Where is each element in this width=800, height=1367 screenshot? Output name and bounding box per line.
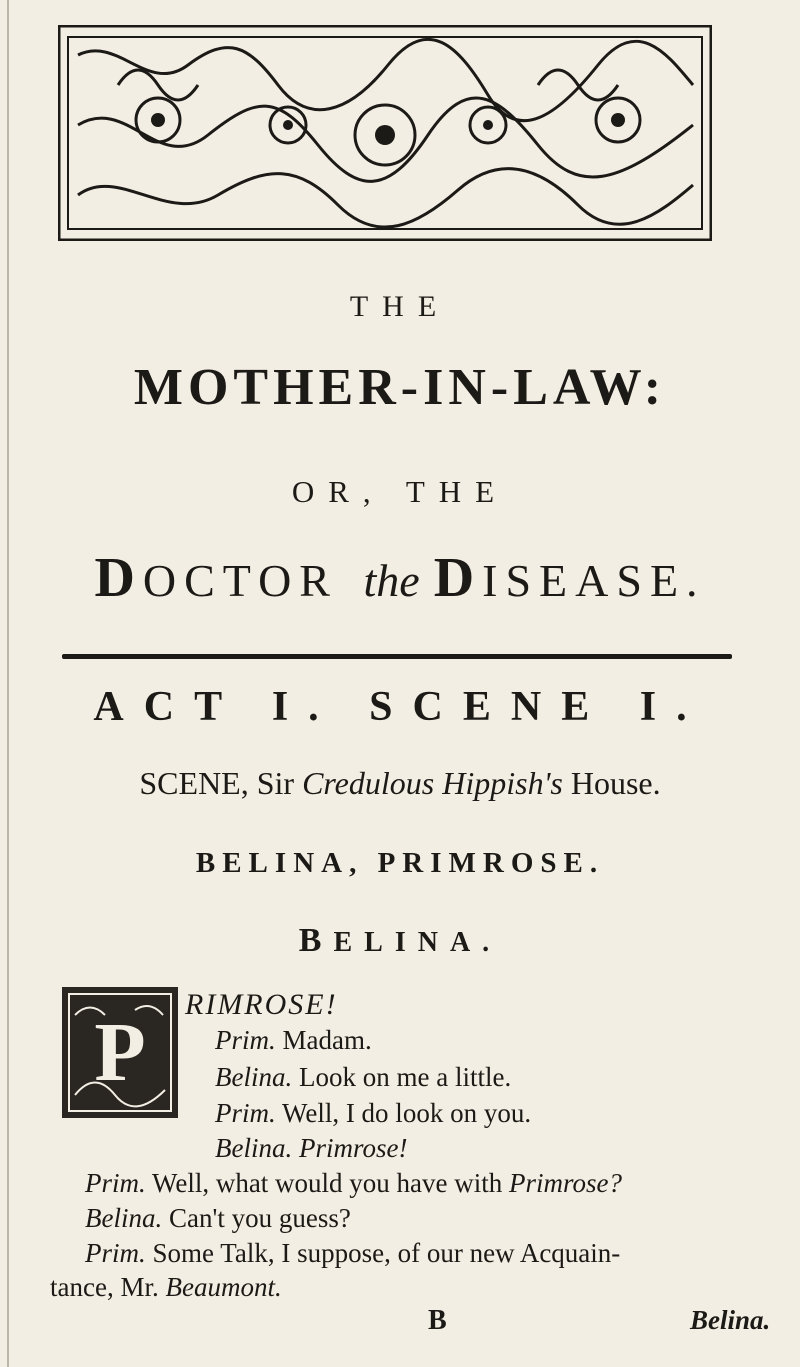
scene-setting [0,765,800,802]
line-6-italic: Primrose? [509,1168,623,1198]
signature-mark: B [428,1305,447,1336]
subtitle-initial-1: D [94,547,143,609]
dialogue-line-8 [85,1238,620,1269]
scene-prefix: SCENE, Sir [139,765,303,801]
line-6-text: Well, what would you have with [145,1168,510,1198]
line-3-text: Look on me a little. [292,1062,512,1092]
speaker-name: Belina. [85,1203,163,1233]
speaker-name: Prim. [85,1168,146,1198]
horizontal-rule [62,654,732,659]
dialogue-line-6 [85,1168,622,1199]
catchword: Belina. [690,1305,771,1335]
speaker-heading [0,922,800,960]
subtitle-word-2: ISEASE. [482,555,706,606]
speaker-name: Prim. [85,1238,146,1268]
speaker-rest: ELINA. [333,927,502,958]
dialogue-line-7 [85,1203,351,1234]
characters-list: BELINA, PRIMROSE. [195,847,605,879]
ornamental-headpiece [58,25,712,241]
speaker-name: Belina. [215,1062,293,1092]
line-2-text: Madam. [275,1025,372,1055]
line-1-text: RIMROSE! [185,988,338,1021]
subtitle-italic: the [363,555,420,606]
dropcap-letter: P [94,1006,146,1099]
dialogue-line-3 [215,1062,511,1093]
line-5-text: Primrose! [292,1133,408,1163]
subtitle-initial-2: D [433,547,483,609]
speaker-initial: B [298,922,334,959]
dialogue-line-5 [215,1133,407,1164]
dialogue-line-2 [215,1025,372,1056]
line-8-text: Some Talk, I suppose, of our new Acquain- [145,1238,621,1268]
line-7-text: Can't you guess? [162,1203,351,1233]
title-the: THE [349,290,451,323]
decorated-dropcap [60,985,180,1120]
scene-italic: Credulous Hippish's [302,765,563,801]
speaker-name: Belina. [215,1133,293,1163]
dialogue-line-1 [185,988,338,1022]
speaker-name: Prim. [215,1098,276,1128]
line-9-text: tance, Mr. [50,1272,166,1302]
main-title: MOTHER-IN-LAW: [133,359,667,416]
subtitle-word-1: OCTOR [142,555,338,606]
line-4-text: Well, I do look on you. [275,1098,532,1128]
title-or-the: OR, THE [291,474,509,509]
subtitle [0,546,800,610]
line-9-italic: Beaumont. [165,1272,282,1302]
speaker-name: Prim. [215,1025,276,1055]
dialogue-line-4 [215,1098,531,1129]
dialogue-line-9 [50,1272,282,1303]
act-heading: ACT I. SCENE I. [93,684,707,730]
scene-suffix: House. [562,765,661,801]
